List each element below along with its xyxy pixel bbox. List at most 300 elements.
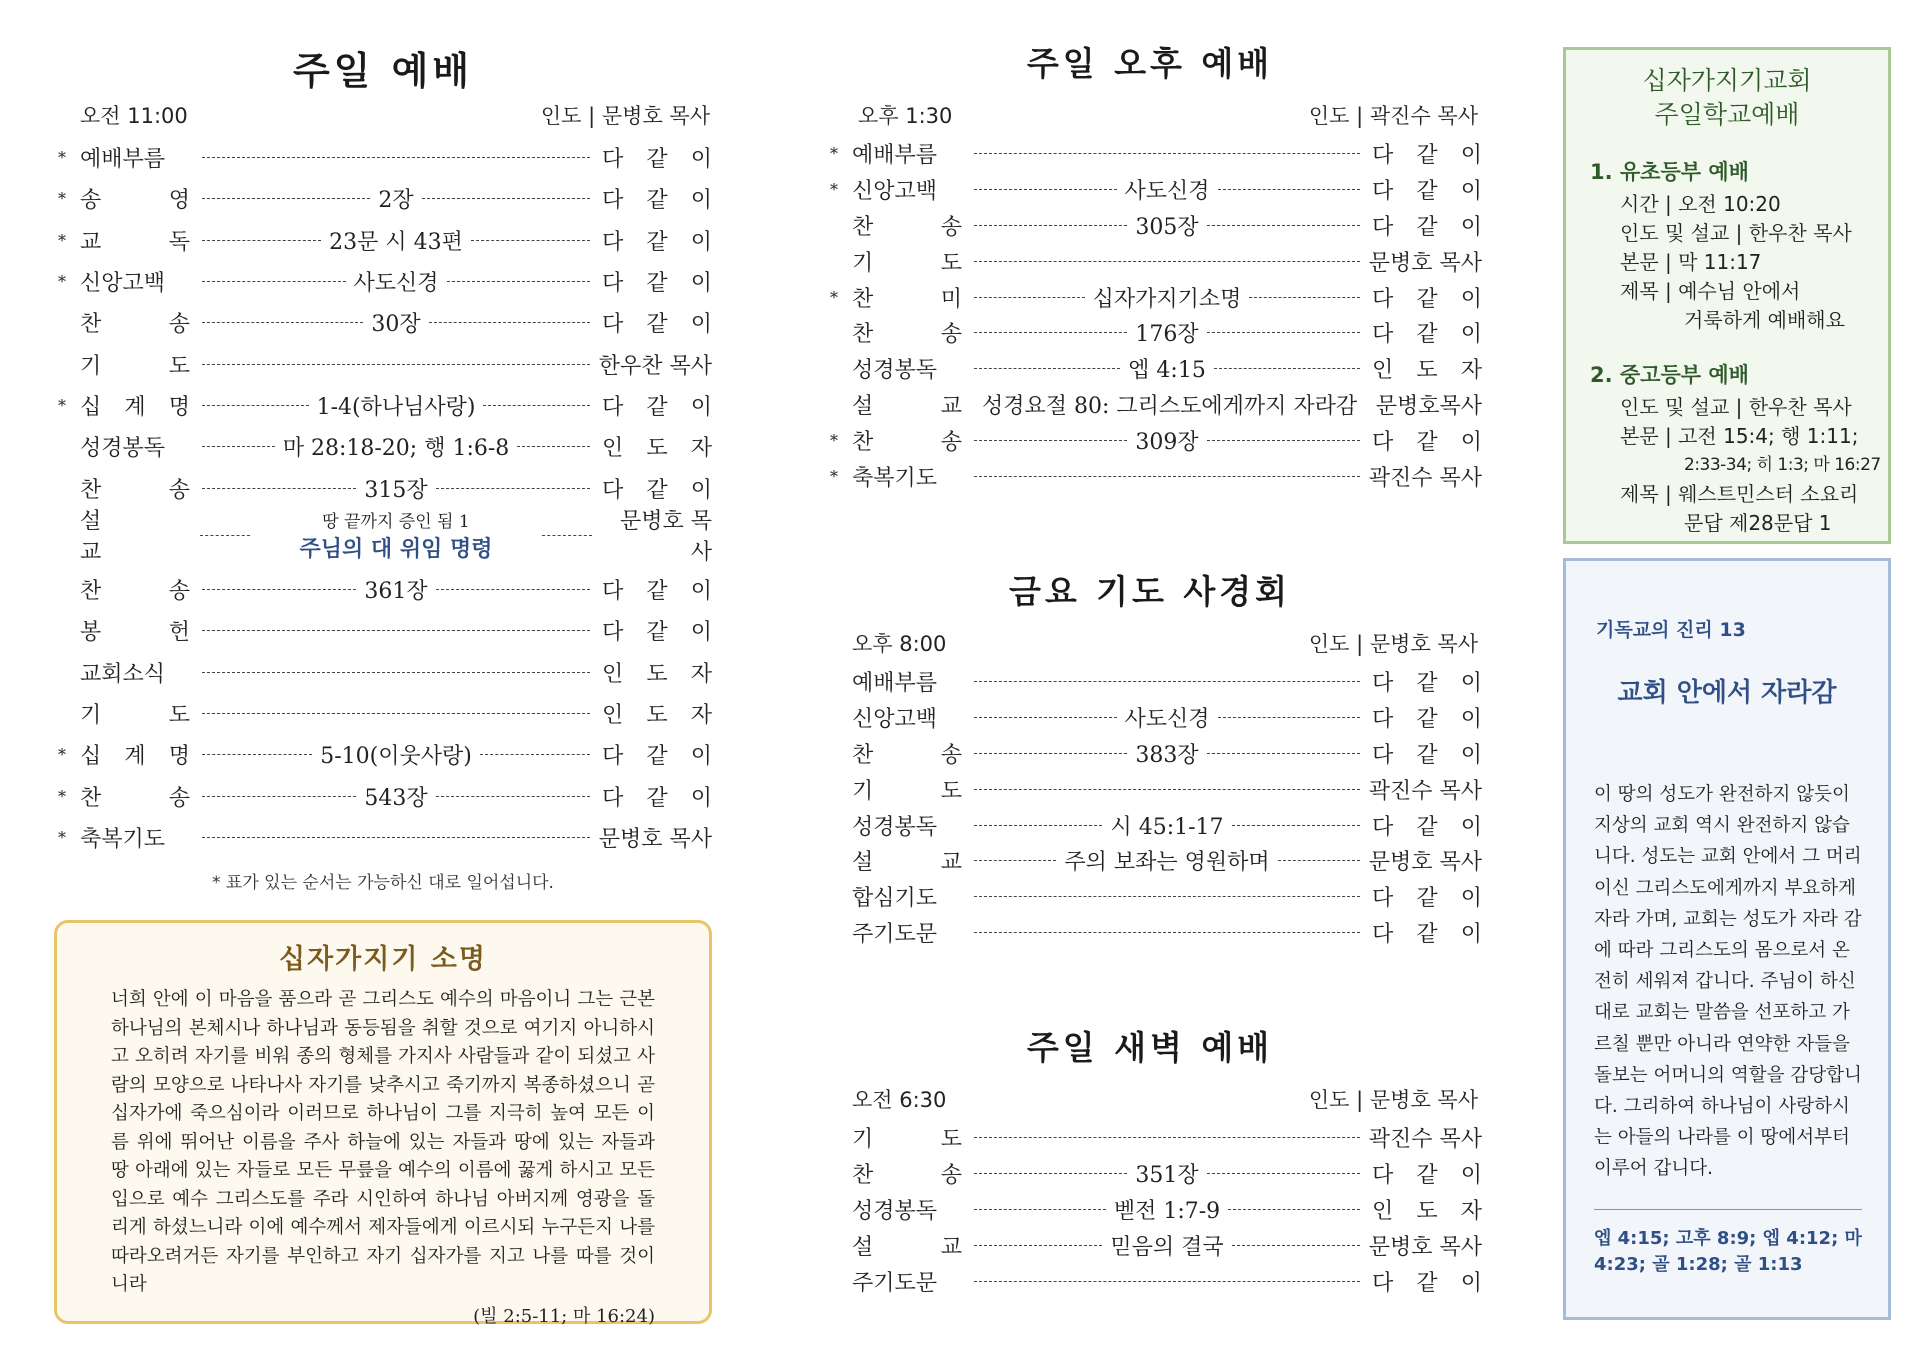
program-item-detail: 543장 (364, 785, 428, 811)
program-item-name: 주기도문 (852, 1270, 938, 1296)
program-item-leader: 다 같 이 (602, 188, 712, 214)
program-item-content (202, 781, 590, 812)
dash-line (1207, 1173, 1360, 1174)
program-item-detail: 사도신경 (1124, 179, 1210, 205)
program-item-name: 찬 송 (852, 322, 962, 348)
sunday-school-box (1563, 47, 1891, 544)
dash-line (202, 446, 275, 447)
program-item-leader: 다 같 이 (602, 271, 712, 297)
program-item-content (974, 789, 1360, 790)
program-row (44, 569, 712, 610)
elementary-text: 본문 | 막 11:17 (1620, 250, 1762, 274)
truth-box-subtitle: 기독교의 진리 13 (1596, 619, 1746, 641)
dash (200, 535, 250, 536)
standing-note: * 표가 있는 순서는 가능하신 대로 일어섭니다. (212, 873, 554, 893)
program-item-detail: 믿음의 결국 (1110, 1234, 1224, 1260)
stand-marker: * (58, 230, 66, 250)
sunday-program-list-2 (44, 569, 712, 858)
elementary-leader: 인도 및 설교 | 한우찬 목사 (1620, 221, 1852, 245)
stand-marker: * (830, 430, 838, 450)
program-item-detail: 23문 시 43편 (329, 229, 463, 255)
program-row (816, 1227, 1482, 1263)
dash-line (974, 225, 1127, 226)
program-item-leader: 다 같 이 (602, 744, 712, 770)
dash-line (974, 368, 1120, 369)
program-row (44, 302, 712, 343)
program-item-name: 찬 송 (852, 429, 962, 455)
program-item-name: 예배부름 (852, 671, 938, 697)
youth-section (1590, 359, 1888, 538)
program-item-leader: 다 같 이 (1372, 814, 1482, 840)
program-row (816, 700, 1482, 736)
dash-line (202, 405, 309, 406)
youth-heading: 2. 중고등부 예배 (1590, 363, 1749, 387)
afternoon-program-list (816, 136, 1482, 494)
sermon-title: 주님의 대 위임 명령 (299, 537, 493, 562)
program-row (816, 1192, 1482, 1228)
program-item-leader: 다 같 이 (1372, 886, 1482, 912)
program-item-content (202, 266, 590, 297)
program-row (44, 137, 712, 178)
program-item-content (974, 174, 1360, 205)
afternoon-service-title: 주일 오후 예배 (1026, 44, 1274, 83)
program-row (44, 385, 712, 426)
dash-line (1207, 753, 1360, 754)
dash-line (447, 281, 590, 282)
elementary-subject-cont: 거룩하게 예배해요 (1684, 308, 1845, 332)
sunday-program-list (44, 137, 712, 509)
program-item-name: 기 도 (852, 250, 962, 276)
program-item-name: 성경봉독 (852, 358, 938, 384)
program-item-leader: 다 같 이 (602, 312, 712, 338)
program-item-content (202, 307, 590, 338)
program-item-content (974, 1137, 1360, 1138)
program-item-content (974, 389, 1360, 420)
youth-text-cont: 2:33-34; 히 1:3; 마 16:27 (1684, 455, 1881, 475)
stand-marker: * (58, 827, 66, 847)
service-leader: 인도 | 곽진수 목사 (1308, 104, 1478, 128)
program-item-content (974, 353, 1360, 384)
program-row (816, 1120, 1482, 1156)
program-item-leader: 인 도 자 (1372, 358, 1482, 384)
dash-line (483, 405, 590, 406)
program-item-content (974, 282, 1360, 313)
program-item-detail: 주의 보좌는 영원하며 (1064, 850, 1270, 876)
dash-line (974, 789, 1360, 790)
program-item-content (974, 738, 1360, 769)
dash-line (974, 1245, 1102, 1246)
dash-line (422, 198, 590, 199)
program-item-detail: 2장 (378, 188, 414, 214)
youth-subject: 제목 | 웨스트민스터 소요리 (1620, 482, 1859, 506)
program-item-detail: 시 45:1-17 (1110, 814, 1224, 840)
program-item-name: 성경봉독 (852, 1198, 938, 1224)
program-item-content (202, 837, 590, 838)
program-item-name: 기 도 (852, 1127, 962, 1153)
dash-line (202, 157, 590, 158)
elementary-heading: 1. 유초등부 예배 (1590, 160, 1749, 184)
dash-line (202, 630, 590, 631)
program-item-detail: 사도신경 (1124, 707, 1210, 733)
service-time: 오전 6:30 (852, 1088, 947, 1112)
program-item-name: 교 독 (80, 229, 190, 255)
program-row (44, 343, 712, 384)
dash-line (436, 488, 590, 489)
program-item-name: 봉 헌 (80, 620, 190, 646)
program-item-content (202, 431, 590, 462)
dash-line (1228, 1209, 1360, 1210)
dash (542, 535, 592, 536)
sermon-subtitle: 땅 끝까지 증인 됨 1 (322, 512, 470, 532)
service-leader: 인도 | 문병호 목사 (1308, 632, 1478, 656)
truth-box-text: 이 땅의 성도가 완전하지 않듯이 지상의 교회 역시 완전하지 않습니다. 성도는 교회 안에서 그 머리이신 그리스도에게까지 부요하게 자라 가며, 교회는 성도가 자라 감에 따라 그리스도의 몸으로서 온전히 세워져 갑니다. 주님이 하신 대로 교회는 말씀을 선포하고 가르칠 뿐만 아니라 연약한 자들을 돌보는 어머니의 역할을 감당합니다. 그리하여 하나님이 사랑하시는 아들의 나라를 이 땅에서부터 이루어 갑니다. (1594, 784, 1862, 1180)
dash-line (974, 332, 1127, 333)
program-row (44, 817, 712, 858)
dash-line (974, 825, 1102, 826)
program-item-leader: 다 같 이 (1372, 742, 1482, 768)
dash-line (974, 153, 1360, 154)
program-item-leader: 다 같 이 (602, 147, 712, 173)
program-item-content (202, 630, 590, 631)
program-item-name: 십 계 명 (80, 744, 190, 770)
service-time: 오전 11:00 (80, 104, 188, 128)
program-item-content (202, 225, 590, 256)
dash-line (1278, 860, 1360, 861)
program-item-content (974, 896, 1360, 897)
program-item-leader: 다 같 이 (602, 477, 712, 503)
program-item-leader: 문병호 목사 (1368, 250, 1482, 276)
program-item-leader: 다 같 이 (1372, 322, 1482, 348)
dash-line (974, 1137, 1360, 1138)
stand-marker: * (58, 395, 66, 415)
dash-line (202, 672, 590, 673)
program-item-name: 예배부름 (852, 143, 938, 169)
dash-line (202, 488, 356, 489)
dash-line (1207, 332, 1360, 333)
calling-box (54, 920, 712, 1327)
program-item-detail: 성경요절 80: 그리스도에게까지 자라감 (982, 393, 1358, 419)
dash-line (974, 717, 1117, 718)
dawn-service-header (852, 1084, 1478, 1114)
program-item-detail: 엡 4:15 (1128, 358, 1206, 384)
program-row (44, 775, 712, 816)
program-item-leader: 다 같 이 (1372, 707, 1482, 733)
dash-line (436, 589, 590, 590)
program-item-content (974, 261, 1360, 262)
service-leader: 인도 | 문병호 목사 (540, 104, 710, 128)
stand-marker: * (58, 189, 66, 209)
friday-service-header (852, 628, 1478, 658)
program-item-name: 신앙고백 (852, 707, 938, 733)
program-row (44, 178, 712, 219)
dash-line (974, 476, 1360, 477)
sunday-school-title (1566, 64, 1888, 132)
program-item-leader: 다 같 이 (1372, 1270, 1482, 1296)
dash-line (1232, 825, 1360, 826)
program-item-content (202, 183, 590, 214)
program-item-leader: 한우찬 목사 (598, 353, 712, 379)
program-item-name: 기 도 (852, 778, 962, 804)
dash-line (202, 589, 356, 590)
dash-line (1218, 717, 1360, 718)
program-item-content (974, 810, 1360, 841)
dash-line (429, 322, 590, 323)
dash-line (202, 713, 590, 714)
calling-box-title: 십자가지기 소명 (279, 944, 487, 975)
program-item-leader: 문병호 목사 (598, 826, 712, 852)
program-item-detail: 309장 (1135, 429, 1199, 455)
program-item-content (974, 317, 1360, 348)
dash-line (1207, 225, 1360, 226)
stand-marker: * (58, 148, 66, 168)
program-item-leader: 다 같 이 (602, 394, 712, 420)
program-row (816, 208, 1482, 244)
program-item-name: 기 도 (80, 703, 190, 729)
dash-line (1232, 1245, 1360, 1246)
program-item-name: 찬 송 (80, 579, 190, 605)
program-item-name: 송 영 (80, 188, 190, 214)
program-item-leader: 다 같 이 (602, 620, 712, 646)
program-item-name: 성경봉독 (80, 436, 166, 462)
youth-subject-cont: 문답 제28문답 1 (1684, 511, 1832, 535)
program-row (816, 279, 1482, 315)
program-row (816, 771, 1482, 807)
sunday-service-header (80, 100, 710, 130)
program-item-detail: 305장 (1135, 214, 1199, 240)
sermon-label: 설 교 (80, 509, 134, 565)
program-row (44, 693, 712, 734)
dash-line (974, 753, 1127, 754)
dash-line (202, 796, 356, 797)
dash-line (202, 837, 590, 838)
youth-leader: 인도 및 설교 | 한우찬 목사 (1620, 395, 1852, 419)
youth-text: 본문 | 고전 15:4; 행 1:11; (1620, 424, 1859, 448)
sermon-row (44, 506, 712, 564)
program-item-content (974, 476, 1360, 477)
stand-marker: * (830, 287, 838, 307)
dash-line (1249, 297, 1360, 298)
dash-line (974, 297, 1085, 298)
program-item-leader: 문병호 목사 (1368, 1234, 1482, 1260)
program-item-name: 찬 송 (80, 477, 190, 503)
program-item-leader: 문병호 목사 (1368, 850, 1482, 876)
program-item-name: 찬 미 (852, 286, 962, 312)
calling-box-reference: (빌 2:5-11; 마 16:24) (473, 1305, 655, 1327)
program-row (816, 458, 1482, 494)
truth-box (1563, 558, 1891, 1320)
elementary-subject: 제목 | 예수님 안에서 (1620, 279, 1801, 303)
service-leader: 인도 | 문병호 목사 (1308, 1088, 1478, 1112)
stand-marker: * (830, 180, 838, 200)
program-item-leader: 인 도 자 (602, 661, 712, 687)
dash-line (974, 896, 1360, 897)
program-row (44, 652, 712, 693)
program-item-content (974, 681, 1360, 682)
program-item-leader: 곽진수 목사 (1368, 465, 1482, 491)
program-row (816, 807, 1482, 843)
program-item-content (974, 845, 1360, 876)
program-row (816, 136, 1482, 172)
program-item-detail: 315장 (364, 477, 428, 503)
program-item-content (202, 574, 590, 605)
dash-line (471, 240, 590, 241)
program-item-content (202, 157, 590, 158)
program-item-detail: 383장 (1135, 742, 1199, 768)
elementary-section (1590, 156, 1888, 335)
program-item-detail: 361장 (364, 579, 428, 605)
program-item-name: 예배부름 (80, 147, 166, 173)
stand-marker: * (58, 272, 66, 292)
dash-line (1214, 368, 1360, 369)
program-item-leader: 인 도 자 (602, 436, 712, 462)
program-item-name: 주기도문 (852, 921, 938, 947)
dash-line (974, 1281, 1360, 1282)
program-item-leader: 다 같 이 (1372, 429, 1482, 455)
sunday-school-title-line2: 주일학교예배 (1654, 100, 1800, 129)
program-item-name: 찬 송 (80, 312, 190, 338)
program-item-name: 교회소식 (80, 661, 166, 687)
service-time: 오후 1:30 (858, 104, 953, 128)
program-row (816, 422, 1482, 458)
program-item-content (974, 153, 1360, 154)
program-item-name: 합심기도 (852, 886, 938, 912)
program-item-detail: 사도신경 (353, 271, 439, 297)
program-item-name: 설 교 (852, 850, 962, 876)
program-item-detail: 1-4(하나님사랑) (316, 394, 476, 420)
dash-line (974, 440, 1127, 441)
friday-program-list (816, 664, 1482, 950)
program-item-name: 신앙고백 (80, 271, 166, 297)
program-row (816, 351, 1482, 387)
program-row (816, 1156, 1482, 1192)
calling-box-text: 너희 안에 이 마음을 품으라 곧 그리스도 예수의 마음이니 그는 근본 하나님의 본체시나 하나님과 동등됨을 취할 것으로 여기지 아니하시고 오히려 자기를 비워 종의 형체를 가지사 사람들과 같이 되셨고 사람의 모양으로 나타나사 자기를 낮추시고 죽기까지 복종하셨으니 곧 십자가에 죽으심이라 이러므로 하나님이 그를 지극히 높여 모든 이름 위에 뛰어난 이름을 주사 하늘에 있는 자들과 땅에 있는 자들과 땅 아래에 있는 자들로 모든 무릎을 예수의 이름에 꿇게 하시고 모든 입으로 예수 그리스도를 주라 시인하여 하나님 아버지께 영광을 돌리게 하셨느니라 이에 예수께서 제자들에게 이르시되 누구든지 나를 따라오려거든 자기를 부인하고 자기 십자가를 지고 나를 따를 것이니라 (111, 989, 655, 1295)
program-row (816, 315, 1482, 351)
sermon-leader: 문병호 목사 (619, 509, 712, 565)
dash-line (202, 322, 363, 323)
dash-line (974, 261, 1360, 262)
program-item-leader: 다 같 이 (1372, 214, 1482, 240)
friday-service-title: 금요 기도 사경회 (1008, 572, 1292, 611)
dash-line (202, 198, 370, 199)
program-item-content (974, 702, 1360, 733)
program-row (816, 879, 1482, 915)
program-row (816, 843, 1482, 879)
dash-line (974, 1173, 1127, 1174)
program-item-leader: 다 같 이 (1372, 671, 1482, 697)
program-item-detail: 176장 (1135, 322, 1199, 348)
program-item-content (202, 672, 590, 673)
program-item-detail: 마 28:18-20; 행 1:6-8 (282, 436, 510, 462)
program-item-name: 설 교 (852, 1234, 962, 1260)
dash-line (202, 240, 321, 241)
program-row (44, 220, 712, 261)
program-item-name: 십 계 명 (80, 394, 190, 420)
program-item-detail: 30장 (371, 312, 421, 338)
afternoon-service-header (858, 100, 1478, 130)
program-item-content (202, 390, 590, 421)
dash-line (202, 364, 590, 365)
program-row (816, 736, 1482, 772)
dash-line (436, 796, 590, 797)
dash-line (517, 446, 590, 447)
dash-line (974, 860, 1056, 861)
program-item-content (202, 739, 590, 770)
program-item-leader: 인 도 자 (1372, 1198, 1482, 1224)
program-row (816, 387, 1482, 423)
program-row (44, 734, 712, 775)
program-row (44, 467, 712, 508)
program-item-content (202, 364, 590, 365)
sunday-school-title-line1: 십자가지기교회 (1642, 66, 1812, 95)
dash-line (202, 754, 312, 755)
dash-line (1207, 440, 1360, 441)
divider (1594, 1209, 1862, 1210)
program-item-detail: 351장 (1135, 1163, 1199, 1189)
program-item-name: 찬 송 (852, 214, 962, 240)
service-time: 오후 8:00 (852, 632, 947, 656)
program-item-detail: 5-10(이웃사랑) (320, 744, 472, 770)
sunday-service-title: 주일 예배 (292, 49, 474, 93)
program-item-leader: 다 같 이 (602, 785, 712, 811)
dash-line (974, 681, 1360, 682)
stand-marker: * (58, 745, 66, 765)
dash-line (480, 754, 590, 755)
program-row (816, 915, 1482, 951)
dash-line (1218, 189, 1360, 190)
program-item-leader: 다 같 이 (602, 229, 712, 255)
program-row (44, 426, 712, 467)
program-item-leader: 곽진수 목사 (1368, 1127, 1482, 1153)
stand-marker: * (830, 144, 838, 164)
dash-line (974, 189, 1117, 190)
program-item-content (974, 1230, 1360, 1261)
truth-box-title: 교회 안에서 자라감 (1617, 678, 1837, 708)
program-item-leader: 곽진수 목사 (1368, 778, 1482, 804)
program-item-content (974, 1194, 1360, 1225)
program-row (816, 243, 1482, 279)
dash-line (202, 281, 346, 282)
program-item-detail: 벧전 1:7-9 (1113, 1198, 1221, 1224)
program-item-leader: 다 같 이 (1372, 921, 1482, 947)
program-row (44, 261, 712, 302)
program-item-name: 축복기도 (80, 826, 166, 852)
program-item-name: 성경봉독 (852, 814, 938, 840)
program-item-content (202, 713, 590, 714)
program-item-leader: 인 도 자 (602, 703, 712, 729)
program-row (816, 1263, 1482, 1299)
dash-line (974, 1209, 1106, 1210)
sermon-titles (260, 507, 532, 563)
program-item-content (202, 473, 590, 504)
program-item-name: 찬 송 (80, 785, 190, 811)
program-item-leader: 다 같 이 (1372, 179, 1482, 205)
dash-line (974, 932, 1360, 933)
program-item-leader: 다 같 이 (1372, 143, 1482, 169)
program-item-content (974, 1158, 1360, 1189)
program-item-name: 설 교 (852, 393, 962, 419)
program-item-content (974, 932, 1360, 933)
program-item-content (974, 1281, 1360, 1282)
truth-box-references: 엡 4:15; 고후 8:9; 엡 4:12; 마 4:23; 골 1:28; 골 1:13 (1594, 1227, 1862, 1275)
program-item-detail: 십자가지기소명 (1092, 286, 1242, 312)
dawn-program-list (816, 1120, 1482, 1299)
program-item-content (974, 425, 1360, 456)
program-item-leader: 문병호목사 (1375, 393, 1482, 419)
program-item-leader: 다 같 이 (1372, 286, 1482, 312)
program-item-name: 찬 송 (852, 1163, 962, 1189)
program-row (44, 610, 712, 651)
stand-marker: * (58, 786, 66, 806)
